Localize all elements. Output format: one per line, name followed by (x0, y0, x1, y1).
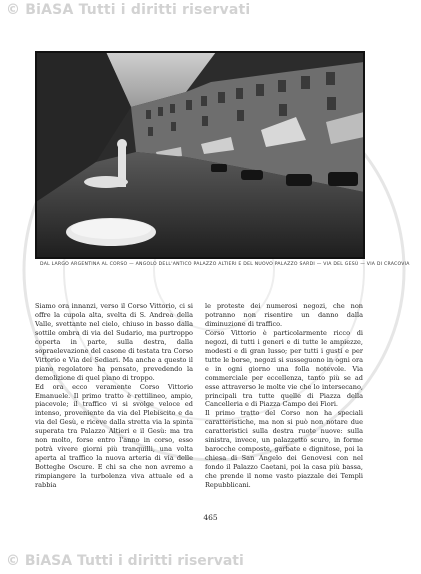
body-text-right: le proteste dei numerosi negozi, che non potranno non risentire un danno dalla diminuzione di traffico. Corso Vittorio è particolarmente ricco di negozi, di tutti i generi e di tutte le ampiezze, modesti e di gran lusso; per tutti i gusti e per tutte le borse, negozi si susseguono in ogni ora e in ogni giorno una folla notevole. Via commerciale per eccellenza, tanto più se ad esse attraverso le molte vie che lo intersecano, principali tra tutte quelle di Piazza della Cancelleria e di Piazza Campo dei Fiori. Il primo tratto del Corso non ha speciali caratteristiche, ma non si può non notare due caratteristici sulla destra ruote nuove: sulla sinistra, invece, un palazzetto scuro, in forme barocche composte, garbate e dignitose, poi la chiesa di San Angelo dei Genovesi con nel fondo il Palazzo Caetani, poi la casa più bassa, che prende il nome vasto piazzale dei Templi Repubblicani. (205, 302, 363, 490)
text-column-right (205, 302, 363, 490)
street-photograph (36, 52, 364, 258)
watermark-header: © BiASA Tutti i diritti riservati (6, 2, 251, 18)
text-column-left (35, 302, 193, 490)
watermark-footer: © BiASA Tutti i diritti riservati (6, 553, 244, 569)
page-number: 465 (203, 513, 218, 522)
photo-caption: DAL LARGO ARGENTINA AL CORSO — ANGOLO DELL'ANTICO PALAZZO ALTIERI E DEL NUOVO PALAZZO SARDI — VIA DEL GESÙ — VIA DI CRACOVIA (40, 262, 410, 267)
body-text-left: Siamo ora innanzi, verso il Corso Vittorio, ci si offre la cupola alta, svelta di S. Andrea della Valle, svettante nel cielo, chiuso in basso dalla sottile ombra di via del Sudario, ma purtroppo coperta in parte, sulla destra, dalla sopraelevazione del casone di testata tra Corso Vittorio e Via dei Sediari. Ma anche a questo il piano regolatore ha pensato, prevedendo la demolizione di quel piano di troppo. Ed ora ecco veramente Corso Vittorio Emanuele. Il primo tratto è rettilineo, ampio, piacevole; il traffico vi si svolge veloce ed intenso, proveniente da via del Plebiscito e da via del Gesù, e riceve dalla stretta via la spinta superata tra Palazzo Altieri e il Gesù: ma tra non molto, forse entro l'anno in corso, esso potrà vivere giorni più tranquilli, una volta aperta al traffico la nuova arteria di via delle Botteghe Oscure. E chi sa che non avremo a rimpiangere la turbolenza viva attuale ed a rabbia (35, 302, 193, 490)
